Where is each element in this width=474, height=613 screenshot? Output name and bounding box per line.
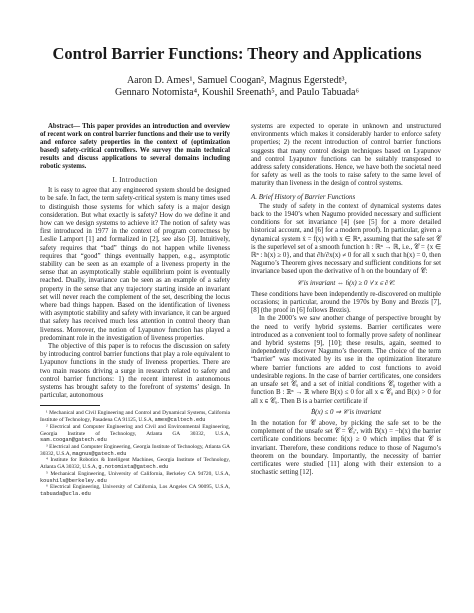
footnote-email-6: tabuada@ucla.edu xyxy=(40,490,91,497)
footnote-email-3: magnus@gatech.edu xyxy=(72,450,127,457)
author-list xyxy=(0,75,474,99)
intro-paragraph-2: The objective of this paper is to refocus the discussion on safety by introducing control barrier functions that play a role equivalent to Lyapunov functions in the study of liveness properties. There are two main reasons driving a surge in research related to safety and control barrier functions: 1) the recent interest in autonomous systems has brought safety to the forefront of systems’ design. In particular, autonomous xyxy=(40,343,230,400)
equation-barrier-certificate: Ḃ(x) ≤ 0 ⇒ 𝒞 is invariant xyxy=(310,408,382,416)
footnote-3: ³ Electrical and Computer Engineering, Georgia Institute of Technology, Atlanta GA 30332, U.S.A, magnus@gatech.edu xyxy=(40,444,230,457)
equation-nagumo: 𝒞 is invariant ⇔ ḣ(x) ≥ 0 ∀ x ∈ ∂𝒞. xyxy=(296,279,396,287)
footnote-rule xyxy=(40,405,100,406)
right-paragraph-4: In the 2000’s we saw another change of perspective brought by the need to verify hybrid systems. Barrier certificates were introduced as a convenient tool to formally prove safety of nonlinear and hybrid systems [9], [10]; these results, again, seemed to independently discover Nagumo’s theorem. The choice of the term “barrier” was motivated by its use in the optimization literature where barrier functions are added to cost functions to avoid undesirable regions. In the case of barrier certificates, one considers an unsafe set 𝒞ᵤ and a set of initial conditions 𝒞₀ together with a function B : ℝⁿ → ℝ where B(x) ≤ 0 for all x ∈ 𝒞₀ and B(x) > 0 for all x ∈ 𝒞ᵤ. Then B is a barrier certificate if xyxy=(251,315,441,405)
footnote-email-2: sam.coogan@gatech.edu xyxy=(40,437,107,444)
subsection-heading-history: A. Brief History of Barrier Functions xyxy=(251,192,356,201)
footnote-2: ² Electrical and Computer Engineering and Civil and Environmental Engineering, Georgia Institute of Technology, Atlanta GA 30332, U.S.A, sam.coogan@gatech.edu xyxy=(40,423,230,444)
left-column xyxy=(40,123,230,603)
footnotes xyxy=(40,410,230,497)
paper-title: Control Barrier Functions: Theory and Applications xyxy=(52,44,422,63)
footnote-email-1: ames@caltech.edu xyxy=(154,417,206,424)
footnote-5: ⁵ Mechanical Engineering, University of California, Berkeley CA 94720, U.S.A, koushils@berkeley.edu xyxy=(40,470,230,484)
author-line-1: Aaron D. Ames¹, Samuel Coogan², Magnus Egerstedt³, xyxy=(126,75,348,86)
intro-paragraph-1: It is easy to agree that any engineered system should be designed to be safe. In fact, the term safety-critical system is many times used to distinguish those systems for which safety is a major design consideration. But what exactly is safety? How do we define it and how can we design systems to achieve it? The notion of safety was first introduced in 1977 in the context of program correctness by Leslie Lamport [1] and formalized in [2], see also [3]. Intuitively, safety requires that “bad” things do not happen while liveness requires that “good” things eventually happen, e.g., asymptotic stability can be seen as an example of a liveness property in the sense that an asymptotically stable equilibrium point is eventually reached. Dually, invariance can be seen as an example of a safety property in the sense that any trajectory starting inside an invariant set will never reach the complement of the set, describing the locus where bad things happen. Based on the identification of liveness with asymptotic stability and safety with invariance, it can be argued that safety has received much less attention in control theory than liveness. Moreover, the notion of Lyapunov function has played a predominant role in the investigation of liveness properties. xyxy=(40,187,230,342)
right-paragraph-2: The study of safety in the context of dynamical systems dates back to the 1940’s when Nagumo provided necessary and sufficient conditions for set invariance [4] (see [5] for a more detailed historical account, and [6] for a modern proof). In particular, given a dynamical system ẋ = f(x) with x ∈ ℝⁿ, assuming that the safe set 𝒞 is the superlevel set of a smooth function h : ℝⁿ → ℝ, i.e., 𝒞 = {x ∈ ℝⁿ : h(x) ≥ 0}, and that ∂h/∂x(x) ≠ 0 for all x such that h(x) = 0, then Nagumo’s Theorem gives necessary and sufficient conditions for set invariance based upon the derivative of h on the boundary of 𝒞: xyxy=(251,202,441,276)
right-paragraph-5: In the notation for 𝒞 above, by picking the safe set to be the complement of the unsafe set 𝒞 = 𝒞ᵤᶜ, with B(x) = −h(x) the barrier certificate conditions become: ḣ(x) ≥ 0 which implies that 𝒞 is invariant. Therefore, these conditions reduce to those of Nagumo’s theorem on the boundary. Importantly, the necessity of barrier certificates were studied [11] along with their extension to a stochastic setting [12]. xyxy=(251,419,441,477)
right-paragraph-3: These conditions have been independently re-discovered on multiple occasions; in particular, around the 1970s by Bony and Brezis [7], [8] (the proof in [6] follows Brezis). xyxy=(251,290,441,315)
right-paragraph-1: systems are expected to operate in unknown and unstructured environments which makes it considerably harder to enforce safety properties; 2) the recent introduction of control barrier functions suggests that many control design techniques based on Lyapunov and control Lyapunov functions can be suitably transposed to address safety considerations. Hence, we have both the societal need for safety as well as the tools to raise safety to the same level of maturity than liveness in the design of control systems. xyxy=(251,123,441,188)
footnote-4: ⁴ Institute for Robotics & Intelligent Machines, Georgia Institute of Technology, Atlanta GA 30332, U.S.A, g.notomista@gatech.edu xyxy=(40,457,230,471)
footnote-6: ⁶ Electrical Engineering, University of California, Los Angeles CA 90095, U.S.A, tabuada@ucla.edu xyxy=(40,484,230,497)
section-heading-introduction: I. Introduction xyxy=(112,176,158,184)
author-line-2: Gennaro Notomista⁴, Koushil Sreenath⁵, and Paulo Tabuada⁶ xyxy=(115,87,359,98)
footnote-email-4: g.notomista@gatech.edu xyxy=(98,464,169,471)
right-column xyxy=(251,123,441,603)
abstract: Abstract— This paper provides an introduction and overview of recent work on control barrier functions and their use to verify and enforce safety properties in the context of (optimization based) safety-critical controllers. We survey the main technical results and discuss applications to several domains including robotic systems. xyxy=(40,123,230,170)
footnote-1: ¹ Mechanical and Civil Engineering and Control and Dynamical Systems, California Institute of Technology, Pasadena CA 91125, U.S.A, ames@caltech.edu xyxy=(40,410,230,424)
footnote-email-5: koushils@berkeley.edu xyxy=(40,477,107,484)
